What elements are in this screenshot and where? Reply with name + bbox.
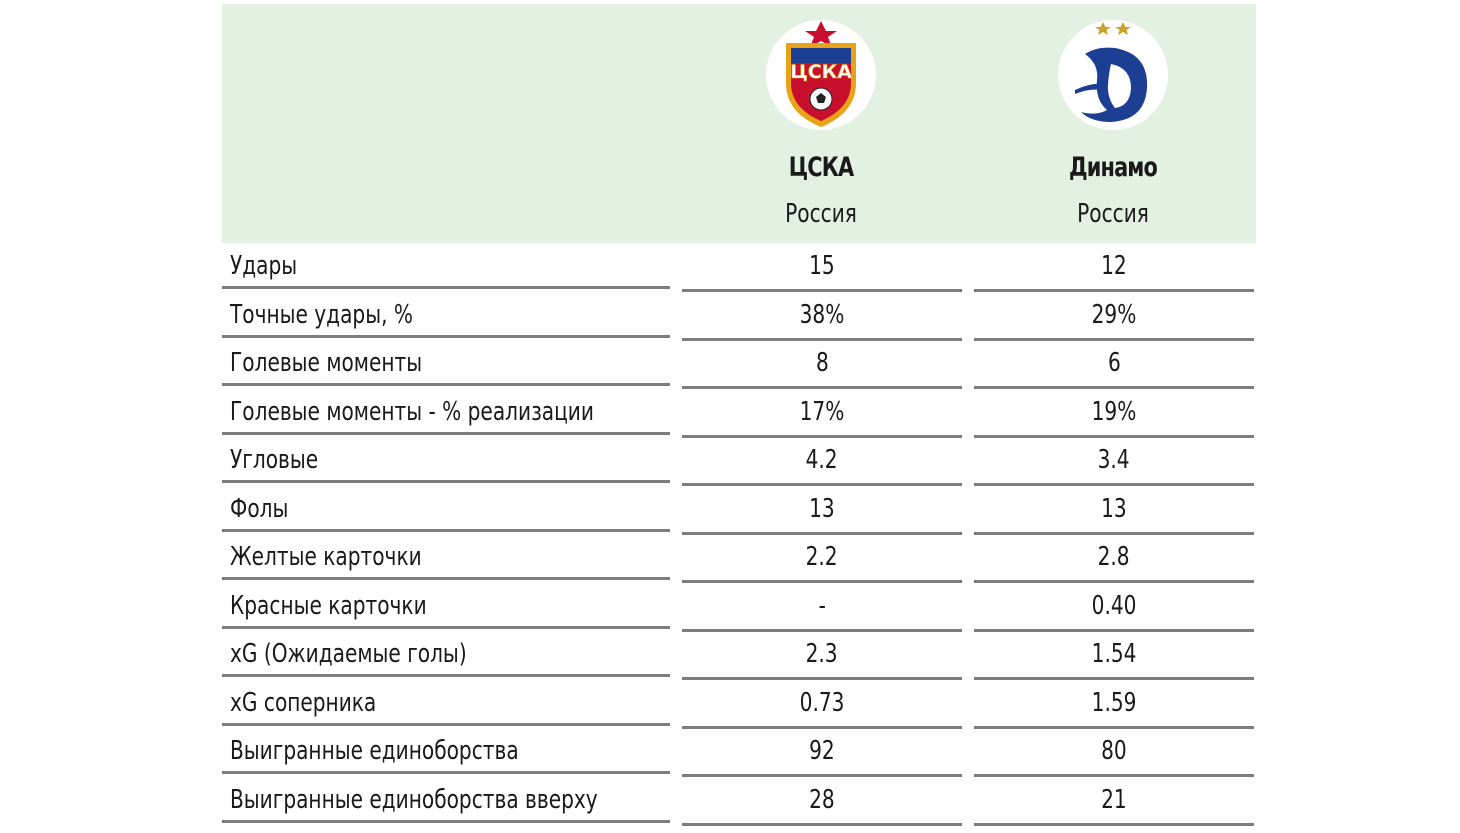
stat-value-cska: 38% <box>682 292 962 341</box>
stat-value-dynamo: 19% <box>974 389 1254 438</box>
stat-value-cska: 92 <box>682 728 962 777</box>
stat-label: xG (Ожидаемые голы) <box>222 631 670 677</box>
stat-value-dynamo: 3.4 <box>974 437 1254 486</box>
dynamo-crest-graphic <box>1067 20 1159 130</box>
stats-comparison-table <box>222 4 1256 825</box>
stat-label: Выигранные единоборства <box>222 728 670 774</box>
stat-value-cska: 13 <box>682 486 962 535</box>
cska-crest-icon <box>766 20 876 130</box>
table-row <box>222 583 1256 632</box>
table-row <box>222 777 1256 826</box>
table-row <box>222 486 1256 535</box>
stat-value-cska: 28 <box>682 777 962 826</box>
stats-rows <box>222 243 1256 825</box>
stat-value-cska: 0.73 <box>682 680 962 729</box>
svg-text:ЦСКА: ЦСКА <box>790 61 852 83</box>
stat-label: Желтые карточки <box>222 534 670 580</box>
stat-label: Выигранные единоборства вверху <box>222 777 670 823</box>
stat-value-dynamo: 1.59 <box>974 680 1254 729</box>
table-header <box>222 4 1256 243</box>
table-row <box>222 728 1256 777</box>
team-country: Россия <box>785 199 857 229</box>
team-name: ЦСКА <box>788 152 854 183</box>
stat-value-dynamo: 0.40 <box>974 583 1254 632</box>
stat-label: Красные карточки <box>222 583 670 629</box>
stat-value-cska: 2.3 <box>682 631 962 680</box>
stat-value-cska: 8 <box>682 340 962 389</box>
stat-label: Фолы <box>222 486 670 532</box>
stat-value-cska: 2.2 <box>682 534 962 583</box>
stat-value-dynamo: 80 <box>974 728 1254 777</box>
team-column-dynamo <box>972 4 1254 230</box>
stat-label: Удары <box>222 243 670 289</box>
stat-value-dynamo: 6 <box>974 340 1254 389</box>
stat-value-dynamo: 29% <box>974 292 1254 341</box>
dynamo-crest-icon <box>1058 20 1168 130</box>
table-row <box>222 437 1256 486</box>
stat-label: xG соперника <box>222 680 670 726</box>
table-row <box>222 389 1256 438</box>
table-row <box>222 292 1256 341</box>
stat-label: Угловые <box>222 437 670 483</box>
team-column-cska <box>680 4 962 230</box>
table-row <box>222 534 1256 583</box>
stat-value-dynamo: 13 <box>974 486 1254 535</box>
team-country: Россия <box>1077 199 1149 229</box>
stat-value-dynamo: 12 <box>974 243 1254 292</box>
stat-label: Голевые моменты <box>222 340 670 386</box>
stat-value-dynamo: 1.54 <box>974 631 1254 680</box>
stat-label: Голевые моменты - % реализации <box>222 389 670 435</box>
table-row <box>222 243 1256 292</box>
stat-value-cska: - <box>682 583 962 632</box>
stat-label: Точные удары, % <box>222 292 670 338</box>
stat-value-dynamo: 2.8 <box>974 534 1254 583</box>
stat-value-cska: 15 <box>682 243 962 292</box>
stat-value-cska: 4.2 <box>682 437 962 486</box>
team-name: Динамо <box>1068 152 1158 183</box>
table-row <box>222 631 1256 680</box>
cska-crest-graphic <box>776 21 866 129</box>
table-row <box>222 680 1256 729</box>
stat-value-dynamo: 21 <box>974 777 1254 826</box>
stat-value-cska: 17% <box>682 389 962 438</box>
table-row <box>222 340 1256 389</box>
